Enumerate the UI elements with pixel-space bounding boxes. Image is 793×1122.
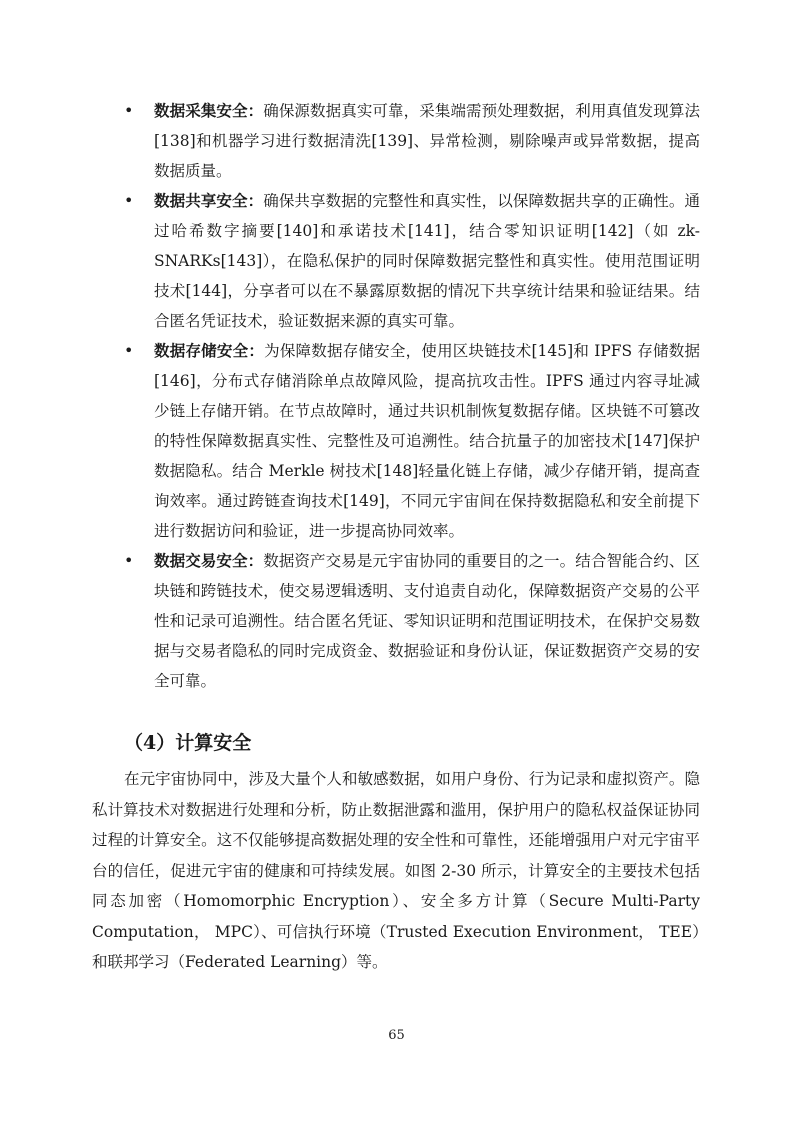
bullet-text: 为保障数据存储安全，使用区块链技术[145]和 IPFS 存储数据[146]，分布式存储消除单点故障风险，提高抗攻击性。IPFS 通过内容寻址减少链上存储开销。在节点故障时，通过共识机制恢复数据存储。区块链不可篡改的特性保障数据真实性、完整性及可追溯性。结合抗量子的加密技术[147]保护数据隐私。结合 Merkle 树技术[148]轻量化链上存储，减少存储开销，提高查询效率。通过跨链查询技术[149]，不同元宇宙间在保持数据隐私和安全前提下进行数据访问和验证，进一步提高协同效率。 [154,342,700,540]
security-bullet-list [124,96,700,696]
bullet-data-collection-security [124,96,700,186]
bullet-marker: • [124,551,134,570]
bullet-data-storage-security [124,336,700,546]
bullet-term: 数据交易安全： [154,551,264,570]
bullet-text: 确保源数据真实可靠，采集端需预处理数据，利用真值发现算法[138]和机器学习进行数据清洗[139]、异常检测，剔除噪声或异常数据，提高数据质量。 [154,102,700,180]
page-number: 65 [388,1028,405,1043]
bullet-data-sharing-security [124,186,700,336]
bullet-data-trading-security [124,546,700,696]
bullet-marker: • [124,191,134,210]
bullet-marker: • [124,341,134,360]
bullet-term: 数据共享安全： [154,191,264,210]
bullet-term: 数据采集安全： [154,101,264,120]
section-heading: （4）计算安全 [124,732,252,754]
bullet-term: 数据存储安全： [154,341,265,360]
section-paragraph: 在元宇宙协同中，涉及大量个人和敏感数据，如用户身份、行为记录和虚拟资产。隐私计算技术对数据进行处理和分析，防止数据泄露和滥用，保护用户的隐私权益保证协同过程的计算安全。这不仅能够提高数据处理的安全性和可靠性，还能增强用户对元宇宙平台的信任，促进元宇宙的健康和可持续发展。如图 2-30 所示，计算安全的主要技术包括同态加密（Homomorphic Encryption）、安全多方计算（Secure Multi-Party Computation， MPC）、可信执行环境（Trusted Execution Environment， TEE）和联邦学习（Federated Learning）等。 [92,770,700,971]
bullet-text: 确保共享数据的完整性和真实性，以保障数据共享的正确性。通过哈希数字摘要[140]和承诺技术[141]，结合零知识证明[142]（如 zk-SNARKs[143]），在隐私保护的同时保障数据完整性和真实性。使用范围证明技术[144]，分享者可以在不暴露原数据的情况下共享统计结果和验证结果。结合匿名凭证技术，验证数据来源的真实可靠。 [154,192,700,330]
bullet-marker: • [124,101,134,120]
bullet-text: 数据资产交易是元宇宙协同的重要目的之一。结合智能合约、区块链和跨链技术，使交易逻辑透明、支付追责自动化，保障数据资产交易的公平性和记录可追溯性。结合匿名凭证、零知识证明和范围证明技术，在保护交易数据与交易者隐私的同时完成资金、数据验证和身份认证，保证数据资产交易的安全可靠。 [154,552,700,690]
